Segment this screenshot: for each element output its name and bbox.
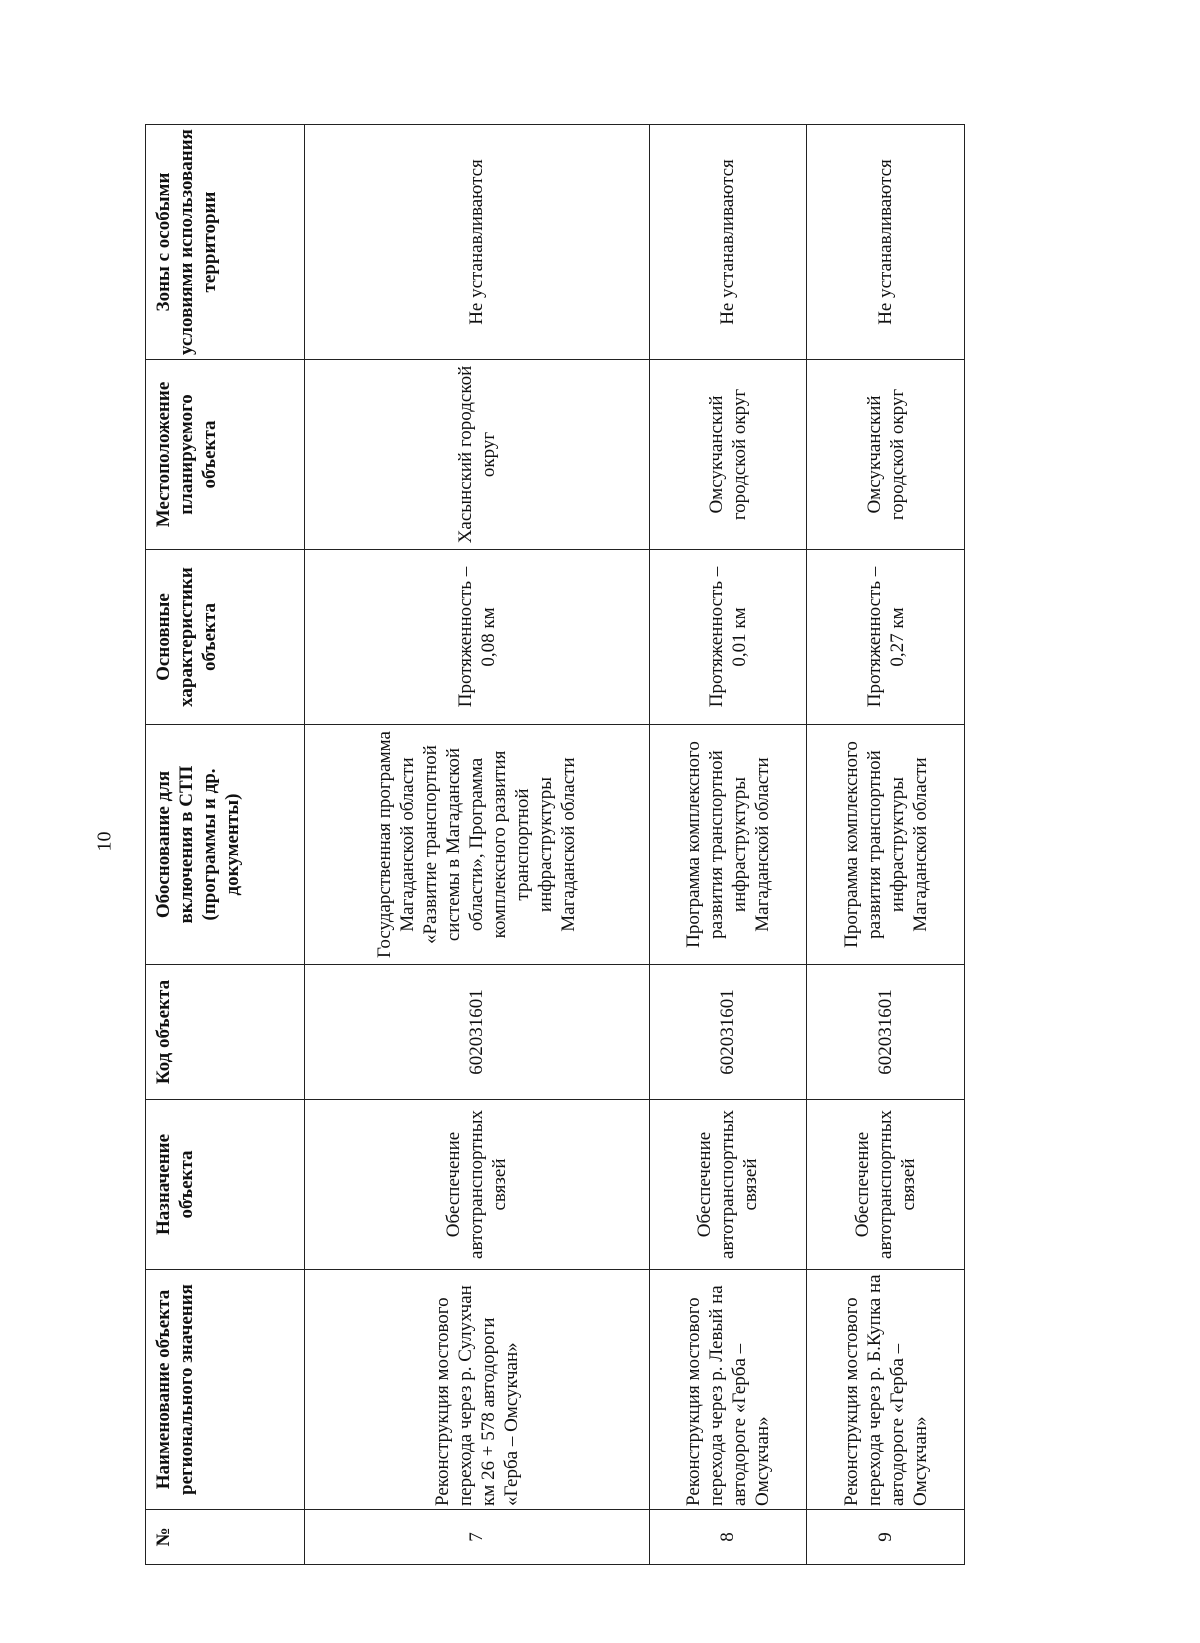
header-characteristics: Основные характеристики объекта bbox=[146, 550, 305, 725]
cell-num: 8 bbox=[649, 1510, 807, 1565]
cell-code: 602031601 bbox=[807, 965, 965, 1100]
cell-location: Омсукчанский городской округ bbox=[807, 360, 965, 550]
cell-location: Омсукчанский городской округ bbox=[649, 360, 807, 550]
cell-name: Реконструкция мостового перехода через р. Левый на автодороге «Герба – Омсукчан» bbox=[649, 1270, 807, 1510]
header-location: Местоположение планируемого объекта bbox=[146, 360, 305, 550]
table-row bbox=[305, 125, 650, 1565]
table-rotator bbox=[145, 125, 965, 1565]
cell-basis: Государственная программа Магаданской области «Развитие транспортной системы в Магаданской области», Программа комплексного развития транспортной инфраструктуры Магаданской области bbox=[305, 725, 650, 965]
cell-name: Реконструкция мостового перехода через р. Б.Купка на автодороге «Герба – Омсукчан» bbox=[807, 1270, 965, 1510]
cell-purpose: Обеспечение автотранспортных связей bbox=[807, 1100, 965, 1270]
cell-code: 602031601 bbox=[305, 965, 650, 1100]
header-purpose: Назначение объекта bbox=[146, 1100, 305, 1270]
cell-zones: Не устанавливаются bbox=[305, 125, 650, 360]
header-basis: Обоснование для включения в СТП (программы и др. документы) bbox=[146, 725, 305, 965]
page-number: 10 bbox=[93, 831, 116, 852]
cell-characteristics: Протяженность – 0,01 км bbox=[649, 550, 807, 725]
cell-num: 7 bbox=[305, 1510, 650, 1565]
header-zones: Зоны с особыми условиями использования территории bbox=[146, 125, 305, 360]
cell-purpose: Обеспечение автотранспортных связей bbox=[649, 1100, 807, 1270]
header-name: Наименование объекта регионального значения bbox=[146, 1270, 305, 1510]
cell-zones: Не устанавливаются bbox=[649, 125, 807, 360]
cell-location: Хасынский городской округ bbox=[305, 360, 650, 550]
cell-name: Реконструкция мостового перехода через р. Сулухчан км 26 + 578 автодороги «Герба – Омсукчан» bbox=[305, 1270, 650, 1510]
cell-characteristics: Протяженность – 0,27 км bbox=[807, 550, 965, 725]
header-num: № bbox=[146, 1510, 305, 1565]
cell-characteristics: Протяженность – 0,08 км bbox=[305, 550, 650, 725]
table-header-row bbox=[146, 125, 305, 1565]
cell-purpose: Обеспечение автотранспортных связей bbox=[305, 1100, 650, 1270]
cell-code: 602031601 bbox=[649, 965, 807, 1100]
cell-num: 9 bbox=[807, 1510, 965, 1565]
table-row bbox=[649, 125, 807, 1565]
cell-basis: Программа комплексного развития транспортной инфраструктуры Магаданской области bbox=[649, 725, 807, 965]
header-code: Код объекта bbox=[146, 965, 305, 1100]
table-row bbox=[807, 125, 965, 1565]
cell-zones: Не устанавливаются bbox=[807, 125, 965, 360]
objects-table bbox=[145, 124, 965, 1565]
cell-basis: Программа комплексного развития транспортной инфраструктуры Магаданской области bbox=[807, 725, 965, 965]
